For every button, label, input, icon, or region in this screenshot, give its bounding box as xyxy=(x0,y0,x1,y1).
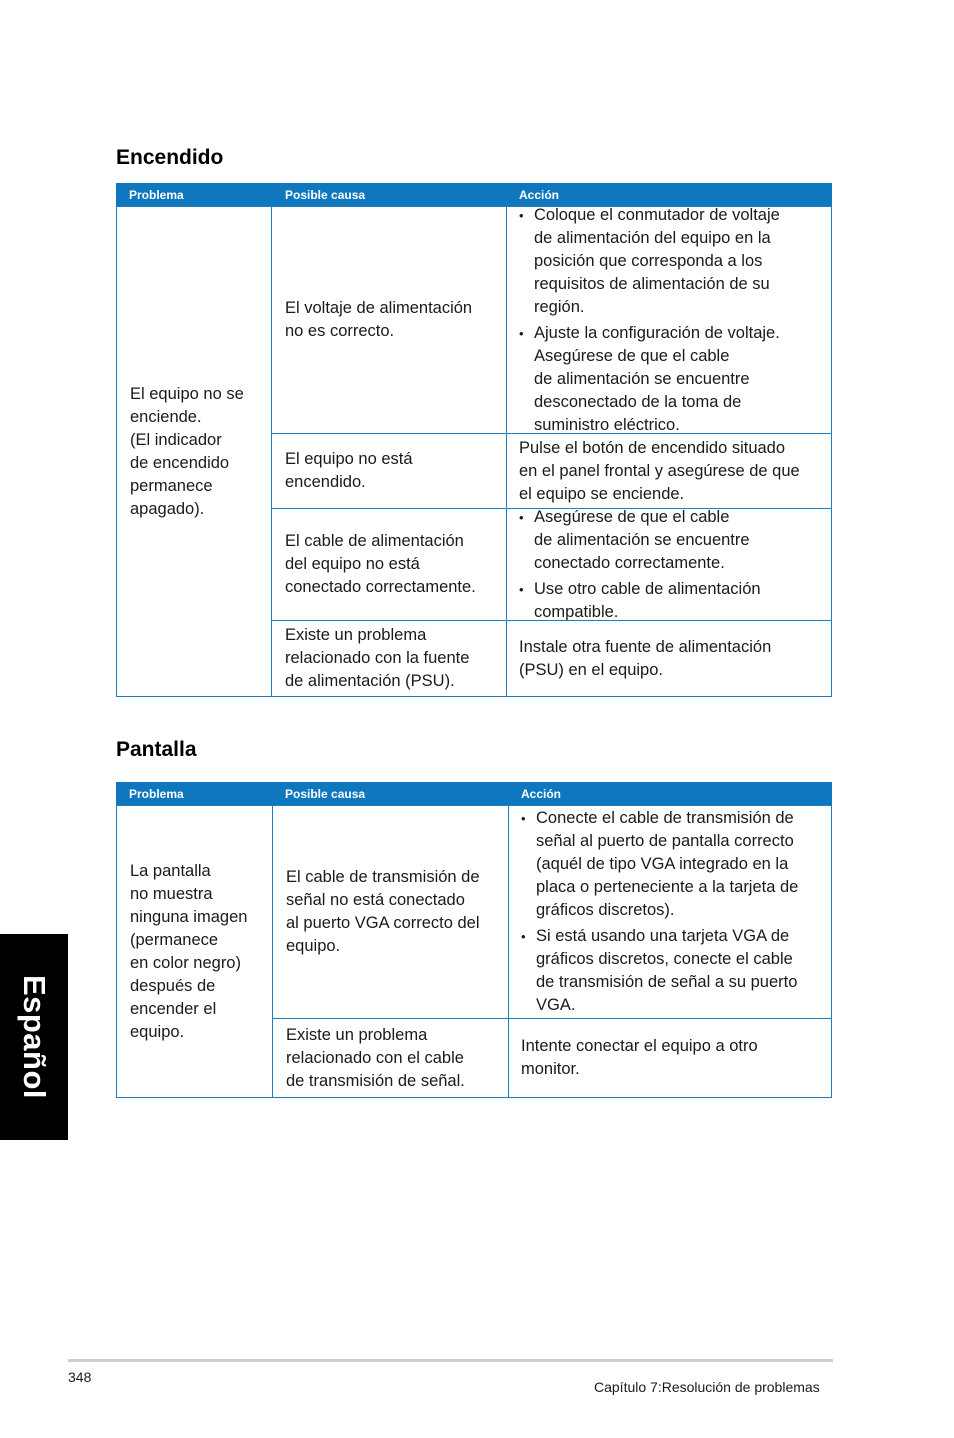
cause-cell: Existe un problema relacionado con la fuente de alimentación (PSU). xyxy=(271,620,507,697)
cause-cell: El equipo no está encendido. xyxy=(271,433,507,509)
list-item: • Use otro cable de alimentación compatible. xyxy=(519,578,761,624)
cause-cell: El cable de transmisión de señal no está conectado al puerto VGA correcto del equipo. xyxy=(272,805,509,1019)
action-cell xyxy=(508,805,832,1019)
list-item: • Ajuste la configuración de voltaje. Asegúrese de que el cable de alimentación se encuentre desconectado de la toma de suministro eléctrico. xyxy=(519,322,780,437)
list-item: • Coloque el conmutador de voltaje de alimentación del equipo en la posición que corresponda a los requisitos de alimentación de su región. xyxy=(519,204,780,319)
table-encendido xyxy=(116,183,832,697)
header-posible-causa: Posible causa xyxy=(285,188,366,202)
page-number: 348 xyxy=(68,1369,92,1385)
action-cell: Pulse el botón de encendido situado en el panel frontal y asegúrese de que el equipo se enciende. xyxy=(506,433,832,509)
chapter-footer: Capítulo 7:Resolución de problemas xyxy=(594,1379,820,1395)
cause-cell: El voltaje de alimentación no es correcto. xyxy=(271,206,507,434)
section-title-pantalla: Pantalla xyxy=(116,738,197,761)
header-problema: Problema xyxy=(129,787,184,801)
section-title-encendido: Encendido xyxy=(116,146,224,169)
language-side-tab xyxy=(0,934,68,1140)
list-item: • Si está usando una tarjeta VGA de gráficos discretos, conecte el cable de transmisión de señal a su puerto VGA. xyxy=(521,925,798,1017)
table-pantalla xyxy=(116,782,832,1098)
action-cell xyxy=(506,206,832,434)
action-list xyxy=(519,204,780,437)
list-item: • Asegúrese de que el cable de alimentación se encuentre conectado correctamente. xyxy=(519,506,761,575)
action-list xyxy=(521,807,798,1017)
footer-divider xyxy=(68,1359,833,1362)
cause-cell: El cable de alimentación del equipo no está conectado correctamente. xyxy=(271,508,507,621)
action-cell xyxy=(506,508,832,621)
problem-cell: El equipo no se enciende. (El indicador de encendido permanece apagado). xyxy=(116,206,272,697)
problem-cell: La pantalla no muestra ninguna imagen (permanece en color negro) después de encender el equipo. xyxy=(116,805,273,1098)
header-accion: Acción xyxy=(521,787,562,801)
language-label: Español xyxy=(17,974,52,1100)
action-cell: Intente conectar el equipo a otro monitor. xyxy=(508,1018,832,1098)
table-header xyxy=(116,782,832,805)
action-list xyxy=(519,506,761,624)
list-item: • Conecte el cable de transmisión de señal al puerto de pantalla correcto (aquél de tipo VGA integrado en la placa o perteneciente a la tarjeta de gráficos discretos). xyxy=(521,807,798,922)
action-cell: Instale otra fuente de alimentación (PSU) en el equipo. xyxy=(506,620,832,697)
header-accion: Acción xyxy=(519,188,560,202)
header-posible-causa: Posible causa xyxy=(285,787,366,801)
cause-cell: Existe un problema relacionado con el cable de transmisión de señal. xyxy=(272,1018,509,1098)
header-problema: Problema xyxy=(129,188,184,202)
